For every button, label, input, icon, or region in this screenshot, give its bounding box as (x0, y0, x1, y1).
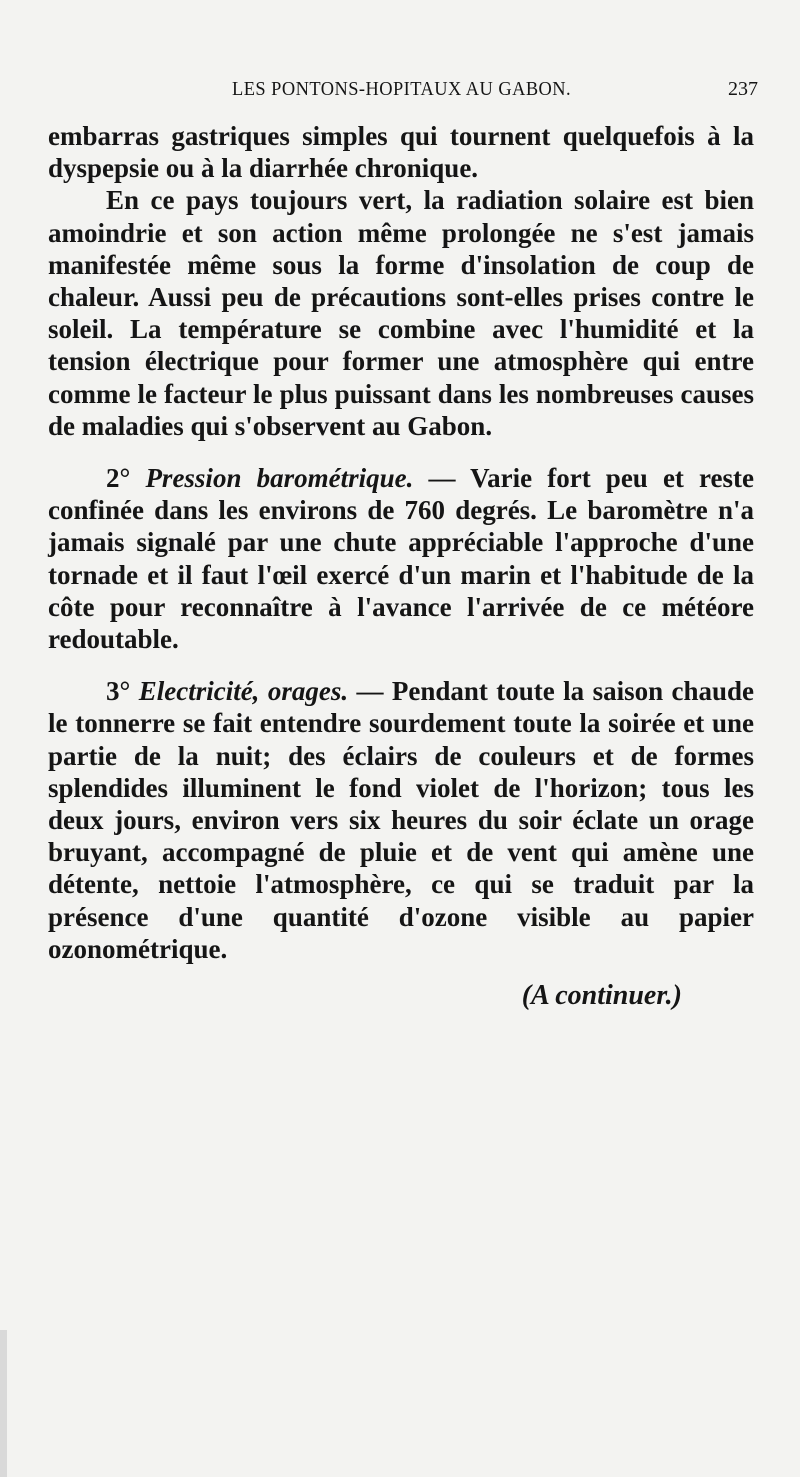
paragraph-electricity-storms (48, 675, 754, 965)
section-label: Pression barométrique. (145, 463, 414, 494)
page-number: 237 (728, 78, 758, 100)
to-be-continued: (A continuer.) (521, 980, 682, 1011)
section-text: — Varie fort peu et reste confinée dans les environs de 760 degrés. Le baromètre n'a jamais signalé par une chute appréciable l'approche d'une tornade et il faut l'œil exercé d'un marin et l'habitude de la côte pour reconnaître à l'avance l'arrivée de ce météore redoutable. (48, 463, 755, 655)
running-title: LES PONTONS-HOPITAUX AU GABON. (232, 78, 572, 100)
page-edge (0, 1330, 7, 1477)
paragraph-1: embarras gastriques simples qui tournent quelquefois à la dyspepsie ou à la diarrhée chronique. (48, 121, 754, 184)
section-label: Electricité, orages. (138, 676, 349, 707)
section-number: 2° (106, 463, 131, 494)
paragraph-2: En ce pays toujours vert, la radiation solaire est bien amoindrie et son action même prolongée ne s'est jamais manifestée même sous la forme d'insolation de coup de chaleur. Aussi peu de précautions sont-elles prises contre le soleil. La température se combine avec l'humidité et la tension électrique pour former une atmosphère qui entre comme le facteur le plus puissant dans les nombreuses causes de maladies qui s'observent au Gabon. (48, 185, 754, 441)
section-number: 3° (106, 676, 131, 707)
paragraph-barometric-pressure (48, 462, 754, 655)
body-text (48, 120, 754, 965)
section-text: — Pendant toute la saison chaude le tonnerre se fait entendre sourdement toute la soirée et une partie de la nuit; des éclairs de couleurs et de formes splendides illuminent le fond violet de l'horizon; tous les deux jours, environ vers six heures du soir éclate un orage bruyant, accompagné de pluie et de vent qui amène une détente, nettoie l'atmosphère, ce qui se traduit par la présence d'une quantité d'ozone visible au papier ozonométrique. (48, 676, 755, 964)
running-head (44, 78, 758, 108)
